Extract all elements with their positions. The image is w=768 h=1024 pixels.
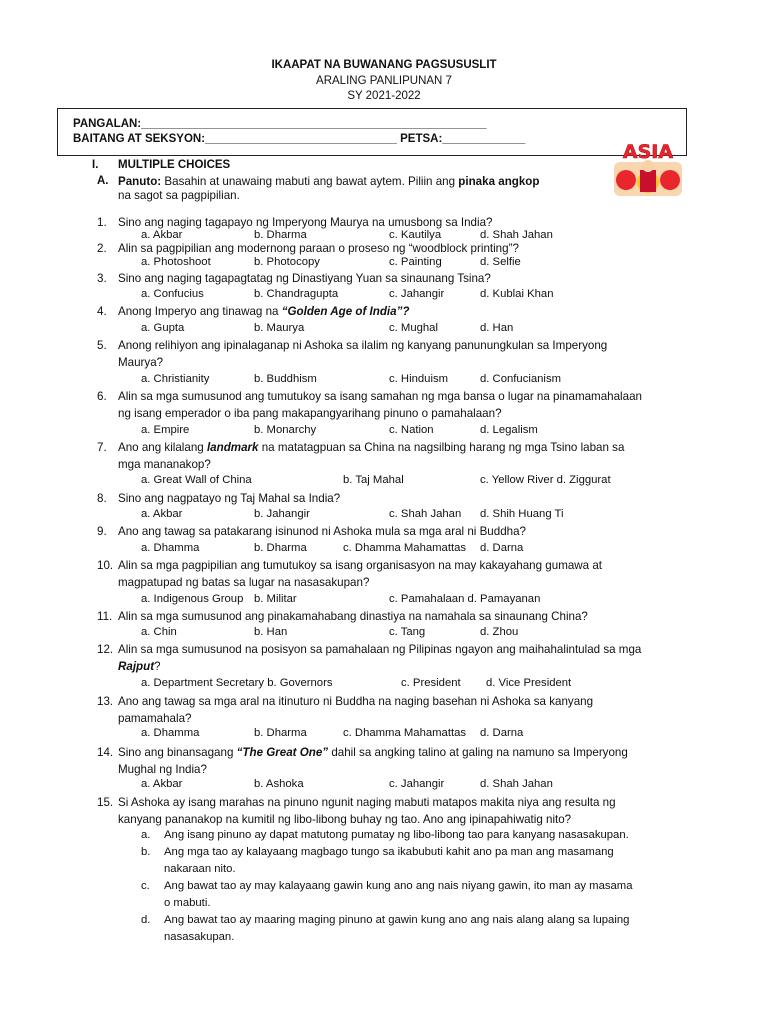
question-number: 1. bbox=[97, 216, 107, 229]
answer-option[interactable]: c. Painting bbox=[389, 256, 442, 268]
answer-option[interactable]: d. Shah Jahan bbox=[480, 229, 553, 241]
question-text bbox=[118, 305, 409, 318]
answer-option-letter[interactable]: b. bbox=[141, 846, 151, 858]
answer-option[interactable]: a. Indigenous Group bbox=[141, 593, 244, 605]
question-text: dahil sa angking talino at galing na namuno sa Imperyong bbox=[328, 746, 628, 759]
question-text: Alin sa pagpipilian ang modernong paraan o proseso ng “woodblock printing”? bbox=[118, 242, 519, 255]
question-text: Anong Imperyo ang tinawag na bbox=[118, 305, 282, 318]
answer-option[interactable]: d. Shih Huang Ti bbox=[480, 508, 564, 520]
question-text: Mughal ng India? bbox=[118, 762, 207, 776]
question-text: Maurya? bbox=[118, 355, 164, 369]
section-line[interactable]: ______________________________ bbox=[205, 133, 397, 145]
section-date-row bbox=[73, 133, 525, 145]
answer-option-text: Ang bawat tao ay maaring maging pinuno at gawin kung ano ang nais alang alang sa lupaing bbox=[164, 914, 630, 926]
answer-option[interactable]: d. Legalism bbox=[480, 424, 538, 436]
answer-option[interactable]: c. Nation bbox=[389, 424, 434, 436]
question-text: na matatagpuan sa China na nagsilbing harang ng mga Tsino laban sa bbox=[258, 441, 625, 454]
answer-option[interactable]: d. Vice President bbox=[486, 677, 572, 689]
section-label: BAITANG AT SEKSYON: bbox=[73, 133, 206, 145]
question-number: 13. bbox=[97, 695, 114, 708]
answer-option[interactable]: d. Han bbox=[480, 322, 514, 334]
answer-option[interactable]: d. Kublai Khan bbox=[480, 288, 554, 300]
question-text: ng isang emperador o iba pang makapangyarihang pinuno o pamahalaan? bbox=[118, 406, 502, 420]
question-text: Anong relihiyon ang ipinalaganap ni Ashoka sa ilalim ng kanyang panunungkulan sa Imperyong bbox=[118, 339, 608, 352]
instruction-line-1 bbox=[118, 175, 539, 188]
answer-option[interactable]: a. Department Secretary b. Governors bbox=[141, 677, 333, 689]
question-number: 8. bbox=[97, 492, 107, 505]
answer-option[interactable]: b. Dharma bbox=[254, 229, 307, 241]
answer-option[interactable]: a. Christianity bbox=[141, 373, 210, 385]
question-text bbox=[118, 660, 161, 673]
answer-option[interactable]: c. Shah Jahan bbox=[389, 508, 462, 520]
question-text bbox=[118, 746, 628, 759]
answer-option[interactable]: a. Confucius bbox=[141, 288, 204, 300]
answer-option[interactable]: a. Photoshoot bbox=[141, 256, 211, 268]
question-text: Alin sa mga pagpipilian ang tumutukoy sa isang organisasyon na may kakayahang gumawa at bbox=[118, 559, 603, 572]
student-info-box bbox=[57, 108, 687, 156]
answer-option[interactable]: a. Akbar bbox=[141, 229, 183, 241]
answer-option[interactable]: c. Dhamma Mahamattas bbox=[343, 727, 467, 739]
answer-option-letter[interactable]: a. bbox=[141, 829, 151, 841]
answer-option-text: nakaraan nito. bbox=[164, 862, 236, 875]
date-line[interactable]: _____________ bbox=[442, 133, 526, 145]
answer-option[interactable]: a. Dhamma bbox=[141, 727, 200, 739]
question-text: ? bbox=[154, 659, 161, 673]
question-emphasis: “Golden Age of India”? bbox=[281, 305, 410, 318]
answer-option-letter[interactable]: d. bbox=[141, 914, 151, 926]
question-number: 10. bbox=[97, 559, 114, 572]
answer-option[interactable]: b. Maurya bbox=[254, 322, 305, 334]
answer-option[interactable]: a. Akbar bbox=[141, 508, 183, 520]
answer-option[interactable]: c. Yellow River d. Ziggurat bbox=[480, 474, 611, 486]
question-emphasis: landmark bbox=[206, 441, 259, 454]
date-label: PETSA: bbox=[400, 133, 443, 145]
question-text: magpatupad ng batas sa lugar na nasasakupan? bbox=[118, 575, 370, 589]
name-line: ______________________________________________________ bbox=[141, 118, 487, 130]
answer-option[interactable]: b. Photocopy bbox=[254, 256, 320, 268]
answer-option[interactable]: c. Dhamma Mahamattas bbox=[343, 542, 467, 554]
answer-option[interactable]: d. Selfie bbox=[480, 256, 521, 268]
answer-option[interactable]: d. Darna bbox=[480, 542, 524, 554]
answer-option[interactable]: c. Pamahalaan d. Pamayanan bbox=[389, 593, 541, 605]
question-number: 12. bbox=[97, 643, 114, 656]
answer-option[interactable]: a. Great Wall of China bbox=[141, 474, 252, 486]
question-text: Sino ang nagpatayo ng Taj Mahal sa India? bbox=[118, 492, 341, 505]
question-number: 2. bbox=[97, 242, 107, 255]
asia-logo bbox=[612, 140, 684, 198]
question-text: Ano ang tawag sa mga aral na itinuturo ni Buddha na naging basehan ni Ashoka sa kanyang bbox=[118, 695, 594, 708]
question-text: pamamahala? bbox=[118, 711, 192, 725]
question-number: 4. bbox=[97, 305, 107, 318]
answer-option[interactable]: b. Chandragupta bbox=[254, 288, 339, 300]
question-emphasis: Rajput bbox=[118, 659, 155, 673]
answer-option[interactable]: a. Dhamma bbox=[141, 542, 200, 554]
school-year: SY 2021-2022 bbox=[347, 90, 421, 102]
question-text bbox=[118, 441, 624, 454]
exam-title: IKAAPAT NA BUWANANG PAGSUSUSLIT bbox=[271, 59, 497, 71]
instruction-letter: A. bbox=[97, 175, 109, 187]
question-number: 15. bbox=[97, 796, 114, 809]
question-number: 9. bbox=[97, 525, 107, 538]
subject-title: ARALING PANLIPUNAN 7 bbox=[316, 75, 452, 87]
answer-option[interactable]: d. Shah Jahan bbox=[480, 778, 553, 790]
section-title: MULTIPLE CHOICES bbox=[118, 159, 231, 171]
question-text: Alin sa mga sumusunod na posisyon sa pamahalaan ng Pilipinas ngayon ang maihahalintulad sa mga bbox=[118, 643, 642, 656]
answer-option-letter[interactable]: c. bbox=[141, 880, 150, 892]
question-number: 7. bbox=[97, 441, 107, 454]
answer-option[interactable]: d. Confucianism bbox=[480, 373, 561, 385]
name-field[interactable] bbox=[73, 118, 487, 130]
answer-option[interactable]: c. Kautilya bbox=[389, 229, 442, 241]
question-text: Sino ang binansagang bbox=[118, 746, 237, 759]
question-emphasis: “The Great One” bbox=[236, 746, 329, 759]
answer-option[interactable]: b. Jahangir bbox=[254, 508, 310, 520]
answer-option[interactable]: b. Militar bbox=[254, 593, 297, 605]
answer-option[interactable]: a. Gupta bbox=[141, 322, 185, 334]
answer-option-text: o mabuti. bbox=[164, 896, 211, 909]
question-text: Alin sa mga sumusunod ang tumutukoy sa isang samahan ng mga bansa o lugar na pinamamahalaan bbox=[118, 390, 642, 403]
instruction-emphasis: pinaka angkop bbox=[458, 175, 540, 188]
answer-option[interactable]: c. Mughal bbox=[389, 322, 438, 334]
question-number: 14. bbox=[97, 746, 114, 759]
answer-option[interactable]: a. Empire bbox=[141, 424, 190, 436]
logo-text: ASIA bbox=[622, 141, 674, 163]
answer-option[interactable]: c. Jahangir bbox=[389, 288, 445, 300]
answer-option[interactable]: d. Darna bbox=[480, 727, 524, 739]
answer-option[interactable]: d. Zhou bbox=[480, 626, 519, 638]
answer-option-text: Ang isang pinuno ay dapat matutong pumatay ng libo-libong tao para kanyang nasasakupan. bbox=[164, 829, 629, 841]
question-text: Ano ang tawag sa patakarang isinunod ni Ashoka mula sa mga aral ni Buddha? bbox=[118, 525, 526, 538]
panuto-label: Panuto: bbox=[118, 175, 162, 188]
answer-option[interactable]: c. Tang bbox=[389, 626, 426, 638]
instruction-line-2: na sagot sa pagpipilian. bbox=[118, 189, 240, 202]
answer-option[interactable]: b. Taj Mahal bbox=[343, 474, 404, 486]
answer-option[interactable]: b. Monarchy bbox=[254, 424, 317, 436]
section-number: I. bbox=[92, 159, 99, 171]
answer-option[interactable]: a. Akbar bbox=[141, 778, 183, 790]
question-text: Sino ang naging tagapagtatag ng Dinastiyang Yuan sa sinaunang Tsina? bbox=[118, 272, 491, 285]
answer-option-text: nasasakupan. bbox=[164, 930, 235, 943]
question-text: Alin sa mga sumusunod ang pinakamahabang dinastiya na namahala sa sinaunang China? bbox=[118, 610, 588, 623]
answer-option[interactable]: c. Hinduism bbox=[389, 373, 449, 385]
question-number: 3. bbox=[97, 272, 107, 285]
instruction-text: Basahin at unawaing mabuti ang bawat aytem. Piliin ang bbox=[164, 175, 456, 188]
question-text: Sino ang naging tagapayo ng Imperyong Maurya na umusbong sa India? bbox=[118, 216, 493, 229]
question-text: Ano ang kilalang bbox=[118, 441, 207, 454]
answer-option[interactable]: b. Buddhism bbox=[254, 373, 317, 385]
answer-option-text: Ang bawat tao ay may kalayaang gawin kung ano ang nais niyang gawin, ito man ay masama bbox=[164, 880, 633, 892]
question-text: kanyang pananakop na kumitil ng libo-libong buhay ng tao. Ano ang ipinapahiwatig nito? bbox=[118, 812, 572, 826]
question-text: Si Ashoka ay isang marahas na pinuno ngunit naging mabuti matapos makita niya ang resulta ng bbox=[118, 796, 616, 809]
question-text: mga mananakop? bbox=[118, 457, 211, 471]
answer-option[interactable]: c. President bbox=[401, 677, 461, 689]
question-number: 6. bbox=[97, 390, 107, 403]
answer-option[interactable]: b. Dharma bbox=[254, 542, 307, 554]
answer-option[interactable]: c. Jahangir bbox=[389, 778, 445, 790]
question-number: 11. bbox=[97, 610, 113, 623]
answer-option[interactable]: b. Han bbox=[254, 626, 288, 638]
answer-option-text: Ang mga tao ay kalayaang magbago tungo sa ikabubuti kahit ano pa man ang masamang bbox=[164, 846, 614, 858]
question-number: 5. bbox=[97, 339, 107, 352]
answer-option[interactable]: a. Chin bbox=[141, 626, 177, 638]
answer-option[interactable]: b. Dharma bbox=[254, 727, 307, 739]
answer-option[interactable]: b. Ashoka bbox=[254, 778, 304, 790]
name-label: PANGALAN: bbox=[73, 118, 142, 130]
